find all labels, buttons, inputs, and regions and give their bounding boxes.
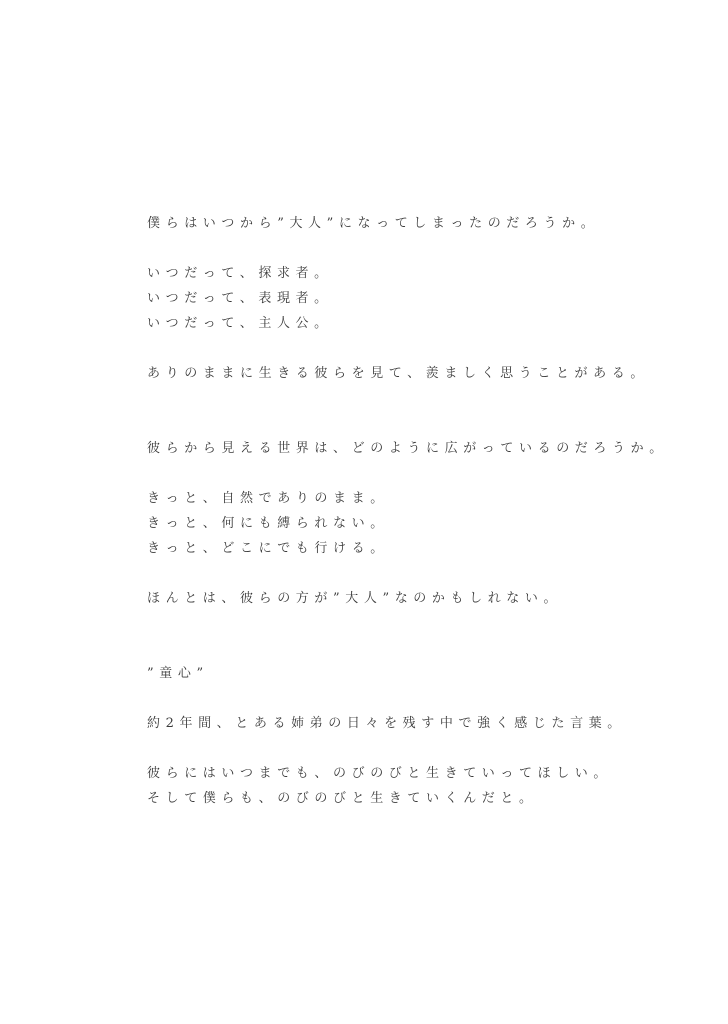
text-line-9: きっと、どこにでも行ける。 xyxy=(147,541,389,556)
text-line-6: 彼らから見える世界は、どのように広がっているのだろうか。 xyxy=(147,441,668,456)
text-line-8: きっと、何にも縛られない。 xyxy=(147,516,389,531)
text-line-12: 彼らにはいつまでも、のびのびと生きていってほしい。 xyxy=(147,766,613,781)
keyword-line: ”童心” xyxy=(147,666,209,681)
text-line-2: いつだって、探求者。 xyxy=(147,266,333,281)
text-line-4: いつだって、主人公。 xyxy=(147,316,333,331)
text-line-11: 約2年間、とある姉弟の日々を残す中で強く感じた言葉。 xyxy=(147,716,626,731)
text-line-10: ほんとは、彼らの方が”大人”なのかもしれない。 xyxy=(147,591,563,606)
text-line-7: きっと、自然でありのまま。 xyxy=(147,491,389,506)
text-line-1: 僕らはいつから”大人”になってしまったのだろうか。 xyxy=(147,216,600,231)
text-line-5: ありのままに生きる彼らを見て、羨ましく思うことがある。 xyxy=(147,366,649,381)
text-line-3: いつだって、表現者。 xyxy=(147,291,333,306)
text-line-13: そして僕らも、のびのびと生きていくんだと。 xyxy=(147,791,538,806)
